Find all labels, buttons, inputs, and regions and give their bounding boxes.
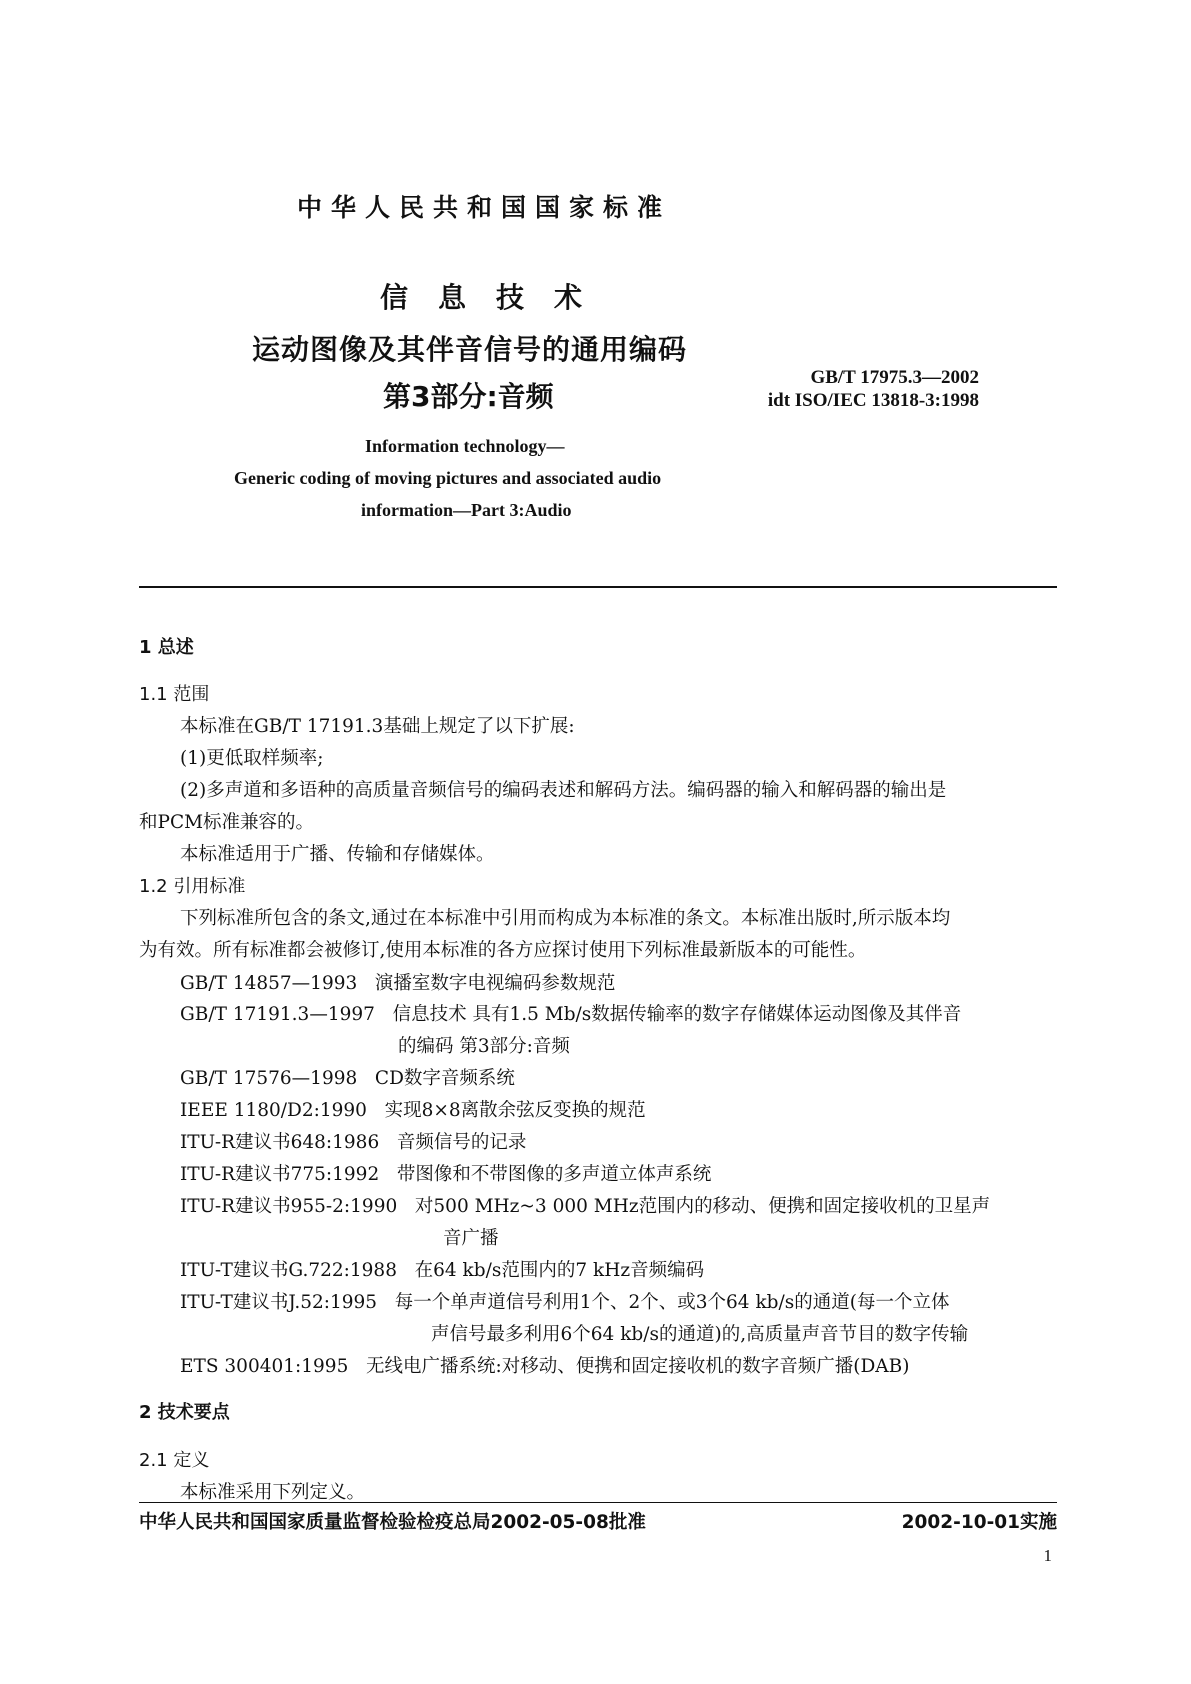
- footer-divider: [139, 1502, 1057, 1503]
- paragraph: (1)更低取样频率;: [180, 748, 324, 769]
- paragraph: 本标准在GB/T 17191.3基础上规定了以下扩展:: [180, 716, 575, 737]
- reference-item-continuation: 声信号最多利用6个64 kb/s的通道)的,高质量声音节目的数字传输: [431, 1324, 969, 1345]
- reference-item-continuation: 音广播: [443, 1228, 499, 1249]
- section-2-1-heading: 2.1 定义: [139, 1450, 210, 1471]
- reference-item: GB/T 17576—1998 CD数字音频系统: [180, 1068, 515, 1089]
- english-title-line-2: Generic coding of moving pictures and associated audio: [234, 468, 662, 488]
- reference-item: ETS 300401:1995 无线电广播系统:对移动、便携和固定接收机的数字音频广播(DAB): [180, 1356, 910, 1377]
- national-standard-header: 中华人民共和国国家标准: [297, 193, 672, 222]
- reference-item-continuation: 的编码 第3部分:音频: [398, 1036, 570, 1057]
- header-divider: [139, 586, 1057, 588]
- title-line-2: 运动图像及其伴音信号的通用编码: [252, 333, 688, 366]
- section-2-heading: 2 技术要点: [139, 1402, 230, 1423]
- reference-item: ITU-R建议书775:1992 带图像和不带图像的多声道立体声系统: [180, 1164, 712, 1185]
- paragraph: (2)多声道和多语种的高质量音频信号的编码表述和解码方法。编码器的输入和解码器的输出是: [180, 780, 947, 801]
- title-line-3: 第3部分:音频: [383, 380, 554, 413]
- reference-item: ITU-R建议书955-2:1990 对500 MHz~3 000 MHz范围内的移动、便携和固定接收机的卫星声: [180, 1196, 991, 1217]
- title-line-1: 信息技术: [380, 281, 613, 314]
- reference-item: GB/T 14857—1993 演播室数字电视编码参数规范: [180, 973, 616, 994]
- page-number: 1: [1043, 1546, 1052, 1565]
- paragraph: 本标准采用下列定义。: [180, 1482, 366, 1503]
- reference-item: GB/T 17191.3—1997 信息技术 具有1.5 Mb/s数据传输率的数字存储媒体运动图像及其伴音: [180, 1004, 962, 1025]
- paragraph: 本标准适用于广播、传输和存储媒体。: [180, 844, 495, 865]
- implementation-date: 2002-10-01实施: [901, 1512, 1057, 1533]
- paragraph: 和PCM标准兼容的。: [139, 812, 315, 833]
- section-1-2-heading: 1.2 引用标准: [139, 876, 246, 897]
- paragraph: 为有效。所有标准都会被修订,使用本标准的各方应探讨使用下列标准最新版本的可能性。: [139, 940, 867, 961]
- section-1-1-heading: 1.1 范围: [139, 684, 210, 705]
- english-title-line-1: Information technology—: [365, 436, 565, 456]
- identical-standard: idt ISO/IEC 13818-3:1998: [767, 390, 979, 411]
- reference-item: ITU-R建议书648:1986 音频信号的记录: [180, 1132, 527, 1153]
- reference-item: ITU-T建议书J.52:1995 每一个单声道信号利用1个、2个、或3个64 kb/s的通道(每一个立体: [180, 1292, 950, 1313]
- english-title-line-3: information—Part 3:Audio: [361, 500, 572, 520]
- standard-number-block: [768, 366, 979, 412]
- section-1-heading: 1 总述: [139, 637, 194, 658]
- reference-item: IEEE 1180/D2:1990 实现8×8离散余弦反变换的规范: [180, 1100, 646, 1121]
- reference-item: ITU-T建议书G.722:1988 在64 kb/s范围内的7 kHz音频编码: [180, 1260, 705, 1281]
- paragraph: 下列标准所包含的条文,通过在本标准中引用而构成为本标准的条文。本标准出版时,所示版本均: [180, 908, 951, 929]
- standard-number: GB/T 17975.3—2002: [810, 367, 979, 388]
- approval-line: 中华人民共和国国家质量监督检验检疫总局2002-05-08批准: [139, 1512, 646, 1533]
